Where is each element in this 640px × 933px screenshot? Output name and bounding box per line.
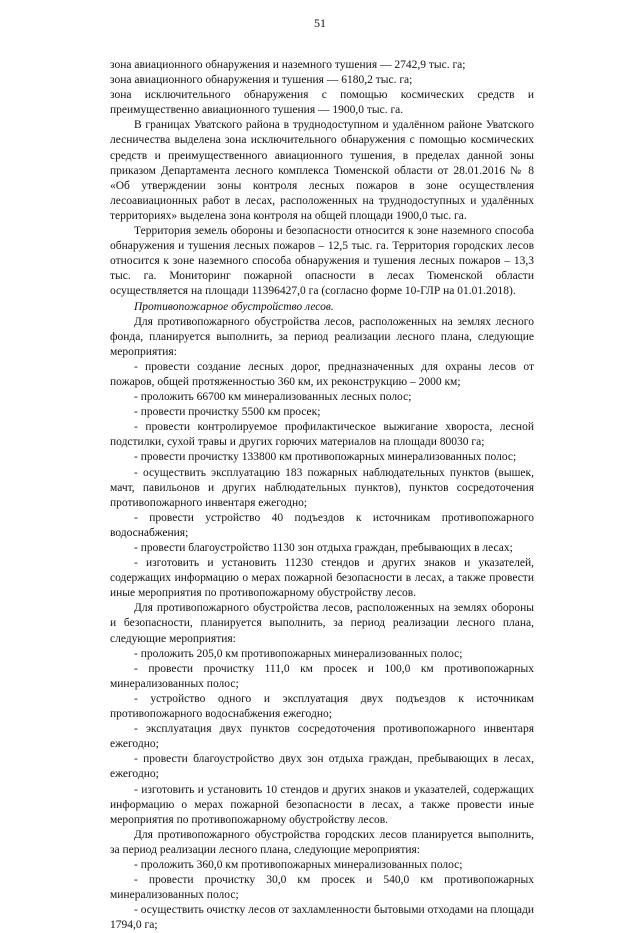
list-item: - изготовить и установить 11230 стендов и других знаков и указателей, содержащих информацию о мерах пожарной безопасности в лесах, а также провести иные мероприятия по противопожарному обустройству лесов. — [110, 557, 534, 600]
list-item: - провести прочистку 133800 км противопожарных минерализованных полос; — [134, 451, 517, 464]
paragraph-uvat-district: В границах Уватского района в труднодоступном и удалённом районе Уватского лесничества выделена зона исключительного обнаружения с помощью космических средств и преимущественного авиационного тушения, в пределах данной зоны приказом Департамента лесного комплекса Тюменской области от 28.01.2016 № 8 «Об утверждении зоны контроля лесных пожаров в зоне осуществления лесоавиационных работ в лесах, расположенных на труднодоступных и удалённых территориях» выделена зона контроля на общей площади 1900,0 тыс. га. — [110, 119, 534, 222]
list-item: - провести прочистку 5500 км просек; — [134, 406, 321, 419]
paragraph-urban-forests-intro: Для противопожарного обустройства городских лесов планируется выполнить, за период реализации лесного плана, следующие мероприятия: — [110, 828, 534, 856]
list-item: - устройство одного и эксплуатация двух подъездов к источникам противопожарного водоснабжения ежегодно; — [110, 692, 534, 721]
list-item: - проложить 66700 км минерализованных лесных полос; — [134, 391, 412, 404]
document-body — [110, 58, 534, 933]
list-item: - провести прочистку 30,0 км просек и 540,0 км противопожарных минерализованных полос; — [110, 874, 534, 902]
list-item: - провести контролируемое профилактическое выжигание хвороста, лесной подстилки, сухой травы и других горючих материалов на площади 80030 га; — [110, 421, 534, 449]
list-item: - эксплуатация двух пунктов сосредоточения противопожарного инвентаря ежегодно; — [110, 723, 534, 751]
paragraph-zone-aviation: зона авиационного обнаружения и тушения — 6180,2 тыс. га; — [110, 74, 413, 87]
list-item: - провести прочистку 111,0 км просек и 100,0 км противопожарных минерализованных полос; — [110, 662, 534, 690]
paragraph-forest-fund-intro: Для противопожарного обустройства лесов, расположенных на землях лесного фонда, планируется выполнить, за период реализации лесного плана, следующие мероприятия: — [110, 315, 534, 358]
paragraph-defense-lands: Территория земель обороны и безопасности относится к зоне наземного способа обнаружения и тушения лесных пожаров – 12,5 тыс. га. Территория городских лесов относится к зоне наземного способа обнаружения и тушения лесных пожаров – 13,3 тыс. га. Мониторинг пожарной опасности в лесах Тюменской области осуществляется на площади 11396427,0 га (согласно форме 10-ГЛР на 01.01.2018). — [110, 225, 534, 298]
list-item: - проложить 205,0 км противопожарных минерализованных полос; — [134, 647, 463, 660]
list-item: - провести устройство 40 подъездов к источникам противопожарного водоснабжения; — [110, 511, 534, 539]
list-item: - осуществить эксплуатацию 183 пожарных наблюдательных пунктов (вышек, мачт, павильонов и других наблюдательных пунктов), пунктов сосредоточения противопожарного инвентаря ежегодно; — [110, 466, 534, 509]
list-item: - провести благоустройство двух зон отдыха граждан, пребывающих в лесах, ежегодно; — [110, 753, 534, 781]
paragraph-zone-aviation-ground: зона авиационного обнаружения и наземного тушения — 2742,9 тыс. га; — [110, 59, 466, 71]
list-item: - провести благоустройство 1130 зон отдыха граждан, пребывающих в лесах; — [134, 542, 513, 554]
paragraph-defense-intro: Для противопожарного обустройства лесов, расположенных на землях обороны и безопасности, планируется выполнить, за период реализации лесного плана, следующие мероприятия: — [110, 602, 534, 645]
list-item: - провести создание лесных дорог, предназначенных для охраны лесов от пожаров, общей протяженностью 360 км, их реконструкцию – 2000 км; — [110, 360, 534, 388]
page-number: 51 — [314, 16, 326, 30]
list-item: - изготовить и установить 10 стендов и других знаков и указателей, содержащих информацию о мерах пожарной безопасности в лесах, а также провести иные мероприятия по противопожарному обустройству лесов. — [110, 783, 534, 826]
list-item: - осуществить очистку лесов от захламленности бытовыми отходами на площади 1794,0 га; — [110, 904, 534, 932]
list-item: - проложить 360,0 км противопожарных минерализованных полос; — [134, 858, 463, 871]
section-heading: Противопожарное обустройство лесов. — [134, 300, 334, 313]
paragraph-zone-space: зона исключительного обнаружения с помощью космических средств и преимущественно авиационного тушения — 1900,0 тыс. га. — [110, 89, 534, 117]
